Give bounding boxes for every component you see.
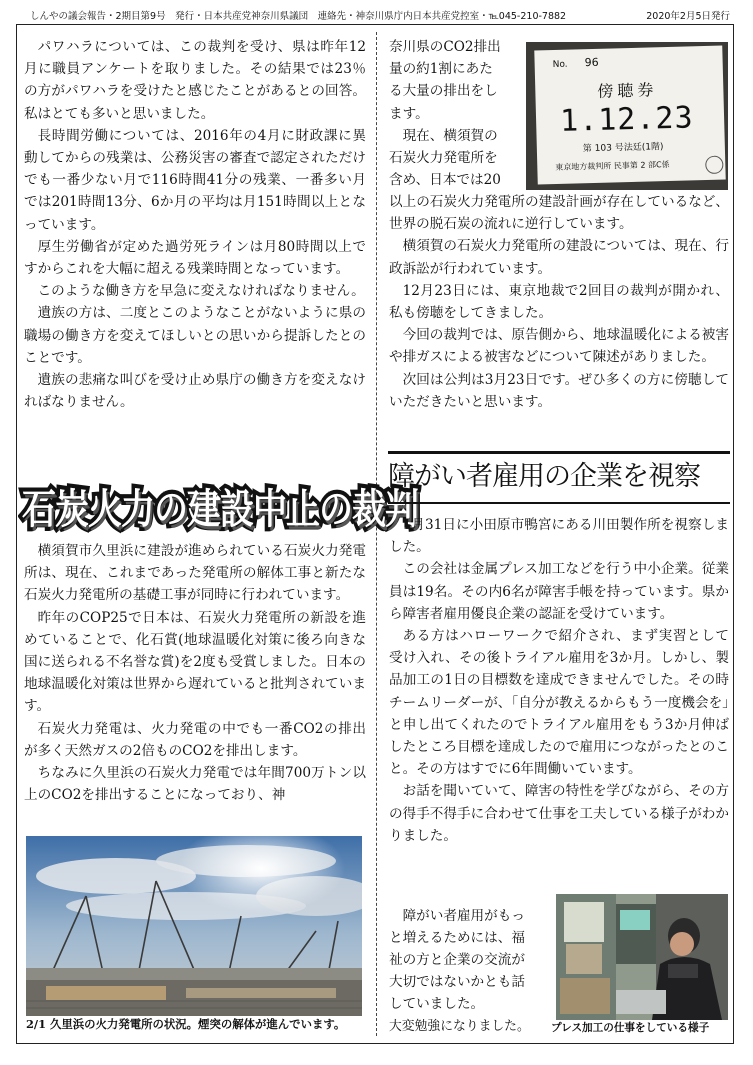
text-line: 現在、横須賀の — [389, 127, 498, 144]
paragraph: ちなみに久里浜の石炭火力発電では年間700万トン以上のCO2を排出することになっており、神 — [24, 765, 366, 804]
paragraph: 横須賀市久里浜に建設が進められている石炭火力発電所は、現在、これまであった発電所の解体工事と新たな石炭火力発電所の基礎工事が同時に行われています。 — [24, 543, 366, 604]
text-line: していました。 — [389, 996, 485, 1012]
paragraph: 今回の裁判では、原告側から、地球温暖化による被害や排ガスによる被害などについて陳述がありました。 — [389, 327, 729, 366]
ticket-date: 1.12.23 — [559, 100, 694, 139]
ticket-no-label: No. — [552, 59, 568, 71]
issue-date: 2020年2月5日発行 — [646, 11, 730, 22]
paragraph: 12月23日には、東京地裁で2回目の裁判が開かれ、私も傍聴をしてきました。 — [389, 282, 729, 322]
text-line: 祉の方と企業の交流が — [389, 952, 525, 968]
construction-site-image — [26, 836, 362, 1016]
paragraph: 以上の石炭火力発電所の建設計画が存在しているなど、世界の脱石炭の流れに逆行しています。 — [389, 194, 729, 233]
text-line: 大切ではないかとも話 — [389, 974, 525, 990]
photo-caption: プレス加工の仕事をしている様子 — [551, 1022, 710, 1034]
paragraph: お話を聞いていて、障害の特性を学びながら、その方の得手不得手に合わせて仕事を工夫している様子がわかりました。 — [389, 783, 729, 844]
photo-caption: 2/1 久里浜の火力発電所の状況。煙突の解体が進んでいます。 — [26, 1017, 346, 1031]
stamp-icon — [705, 156, 723, 174]
paragraph: 厚生労働省が定めた過労死ラインは月80時間以上ですからこれを大幅に超える残業時間となっています。 — [24, 238, 366, 278]
paragraph: このような働き方を早急に変えなければなりません。 — [37, 283, 365, 300]
masthead-info: しんやの議会報告・2期目第9号 発行・日本共産党神奈川県議団 連絡先・神奈川県庁内日本共産党控室・℡045-210-7882 — [30, 11, 567, 22]
paragraph: 遺族の悲痛な叫びを受け止め県庁の働き方を変えなければなりません。 — [24, 372, 366, 411]
article-coal-power — [24, 540, 366, 806]
ticket-office: 東京地方裁判所 民事第 2 部C係 — [555, 159, 670, 172]
text-line: と増えるためには、福 — [389, 930, 525, 946]
ticket-courtroom: 第 103 号法廷(1階) — [582, 142, 664, 155]
factory-worker-image — [556, 894, 728, 1020]
text-line: 障がい者雇用がもっ — [389, 908, 525, 924]
paragraph: 遺族の方は、二度とこのようなことがないように県の職場の働き方を変えてほしいとの思いから提訴したとのことです。 — [24, 305, 366, 366]
paragraph: 長時間労働については、2016年の4月に財政課に異動してからの残業は、公務災害の審査で認定されただけでも一番少ない月で116時間41分の残業、一番多い月では201時間13分、6か月の平均は月151時間以上となっています。 — [24, 127, 366, 233]
paragraph: 石炭火力発電は、火力発電の中でも一番CO2の排出が多く天然ガスの2倍ものCO2を排出します。 — [24, 720, 366, 759]
text-line: 大変勉強になりました。 — [389, 1019, 530, 1034]
paragraph: 次回は公判は3月23日です。ぜひ多くの方に傍聴していただきたいと思います。 — [389, 371, 729, 410]
factory-worker-photo — [556, 894, 728, 1020]
text-line: ます。 — [389, 105, 429, 122]
text-line: 量の約1割にあた — [389, 61, 493, 78]
ticket-title: 傍聴券 — [597, 80, 658, 101]
headline-coal-trial: 石炭火力の建設中止の裁判 — [22, 485, 418, 534]
text-line: 奈川県のCO2排出 — [389, 39, 501, 55]
text-line: 含め、日本では20 — [389, 172, 501, 189]
paragraph: 横須賀の石炭火力発電所の建設については、現在、行政訴訟が行われています。 — [389, 238, 729, 277]
paragraph: この会社は金属プレス加工などを行う中小企業。従業員は19名。その内6名が障害手帳を持っています。県から障害者雇用優良企業の認証を受けています。 — [389, 561, 729, 622]
article-coal-continued — [389, 36, 523, 191]
construction-site-photo — [26, 836, 362, 1016]
paragraph: 1月31日に小田原市鴨宮にある川田製作所を視察しました。 — [389, 517, 729, 556]
masthead — [30, 4, 730, 22]
article-coal-lawsuit — [389, 191, 729, 413]
headline-disability-employment: 障がい者雇用の企業を視察 — [388, 451, 730, 504]
text-line: 石炭火力発電所を — [389, 150, 498, 167]
ticket-number: 96 — [584, 55, 599, 70]
article-disability-employment — [389, 514, 729, 847]
article-power-harassment — [24, 36, 366, 413]
gallery-ticket-photo — [526, 42, 728, 190]
text-line: る大量の排出をし — [389, 83, 498, 100]
column-divider — [376, 32, 377, 1036]
paragraph: ある方はハローワークで紹介され、まず実習として受け入れ、その後トライアル雇用を3か月。しかし、製品加工の1日の目標数を達成できませんでした。その時チームリーダーが、「自分が教えるからもう一度機会を」と申し出てくれたのでトライアル雇用をもう3か月伸ばしたところ目標を達成したので雇用につながったとのこと。その方はすでに6年間働いています。 — [389, 628, 729, 778]
paragraph: パワハラについては、この裁判を受け、県は昨年12月に職員アンケートを取りました。その結果では23％の方がパワハラを受けたと感じたことがあるとの回答。私はとても多いと思いました。 — [24, 39, 366, 122]
paragraph: 昨年のCOP25で日本は、石炭火力発電所の新設を進めていることで、化石賞(地球温暖化対策に後ろ向きな国に送られる不名誉な賞)を2度も受賞しました。日本の地球温暖化対策は世界から遅れていると批判されています。 — [24, 609, 366, 715]
ticket-paper — [534, 46, 725, 185]
